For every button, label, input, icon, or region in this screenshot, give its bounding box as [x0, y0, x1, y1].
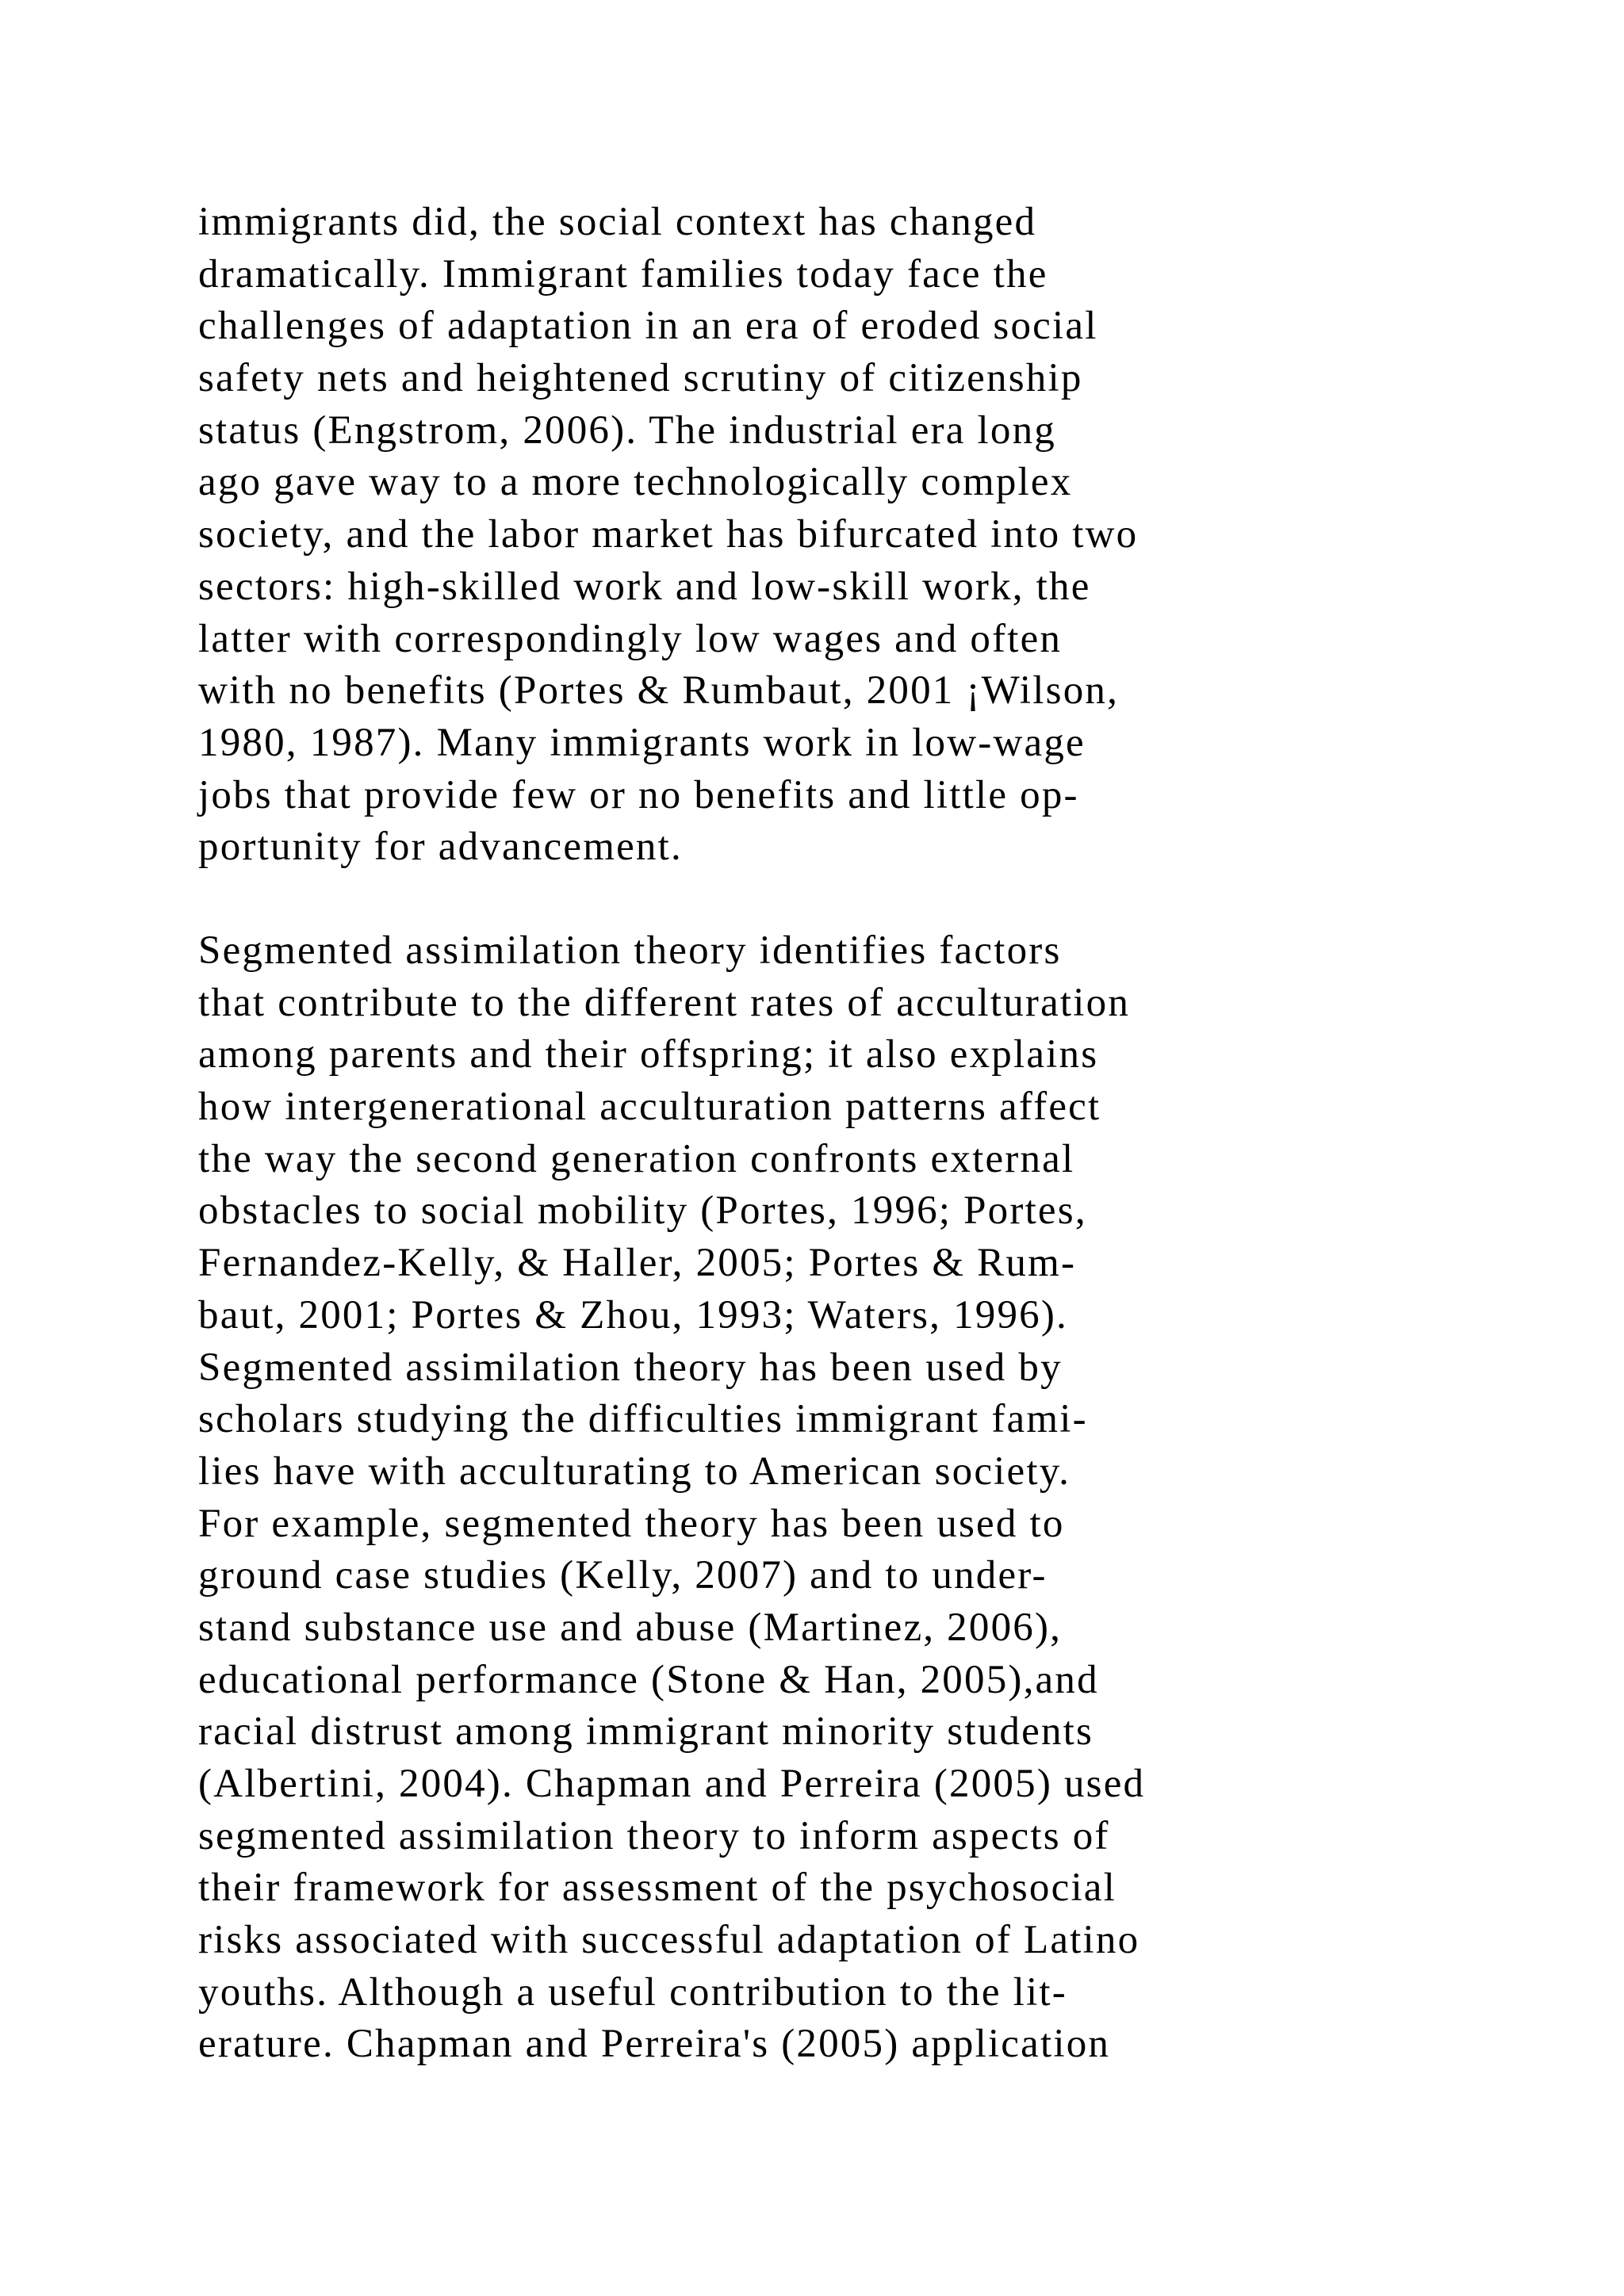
text-line: Segmented assimilation theory has been used by — [198, 1345, 1063, 1390]
text-line: the way the second generation confronts external — [198, 1136, 1075, 1181]
text-line: segmented assimilation theory to inform aspects of — [198, 1813, 1110, 1858]
text-line: Fernandez-Kelly, & Haller, 2005; Portes & Rum- — [198, 1241, 1077, 1286]
text-line: erature. Chapman and Perreira's (2005) application — [198, 2022, 1111, 2067]
text-line: challenges of adaptation in an era of eroded social — [198, 304, 1098, 349]
text-line: 1980, 1987). Many immigrants work in low-wage — [198, 720, 1086, 765]
text-line: obstacles to social mobility (Portes, 1996; Portes, — [198, 1188, 1087, 1234]
paragraph-2 — [198, 925, 1546, 2071]
text-line: ground case studies (Kelly, 2007) and to under- — [198, 1553, 1048, 1598]
text-line: racial distrust among immigrant minority students — [198, 1709, 1094, 1755]
text-line: For example, segmented theory has been used to — [198, 1501, 1065, 1546]
text-line: lies have with acculturating to American society. — [198, 1448, 1071, 1494]
text-line: jobs that provide few or no benefits and little op- — [198, 772, 1079, 817]
text-line: dramatically. Immigrant families today face the — [198, 251, 1048, 297]
paragraph-1 — [198, 197, 1546, 874]
text-line: sectors: high-skilled work and low-skill work, the — [198, 564, 1091, 609]
text-line: safety nets and heightened scrutiny of citizenship — [198, 356, 1083, 401]
text-line: educational performance (Stone & Han, 2005),and — [198, 1657, 1099, 1702]
text-line: scholars studying the difficulties immigrant fami- — [198, 1397, 1088, 1442]
text-line: society, and the labor market has bifurcated into two — [198, 512, 1139, 557]
text-line: with no benefits (Portes & Rumbaut, 2001 ¡Wilson, — [198, 668, 1120, 714]
text-line: latter with correspondingly low wages and often — [198, 616, 1063, 661]
text-line: how intergenerational acculturation patterns affect — [198, 1085, 1101, 1130]
text-line: their framework for assessment of the psychosocial — [198, 1866, 1117, 1911]
text-line: that contribute to the different rates of acculturation — [198, 980, 1131, 1025]
text-line: risks associated with successful adaptation of Latino — [198, 1918, 1140, 1963]
text-line: youths. Although a useful contribution to the lit- — [198, 1969, 1067, 2015]
text-line: ago gave way to a more technologically complex — [198, 460, 1073, 505]
text-line: status (Engstrom, 2006). The industrial era long — [198, 408, 1056, 453]
text-line: baut, 2001; Portes & Zhou, 1993; Waters, 1996). — [198, 1292, 1069, 1337]
text-line: immigrants did, the social context has changed — [198, 200, 1037, 244]
text-line: Segmented assimilation theory identifies factors — [198, 928, 1062, 973]
text-line: (Albertini, 2004). Chapman and Perreira (2005) used — [198, 1762, 1146, 1806]
text-line: portunity for advancement. — [198, 825, 683, 870]
text-line: stand substance use and abuse (Martinez, 2006), — [198, 1605, 1063, 1650]
text-line: among parents and their offspring; it also explains — [198, 1032, 1099, 1077]
